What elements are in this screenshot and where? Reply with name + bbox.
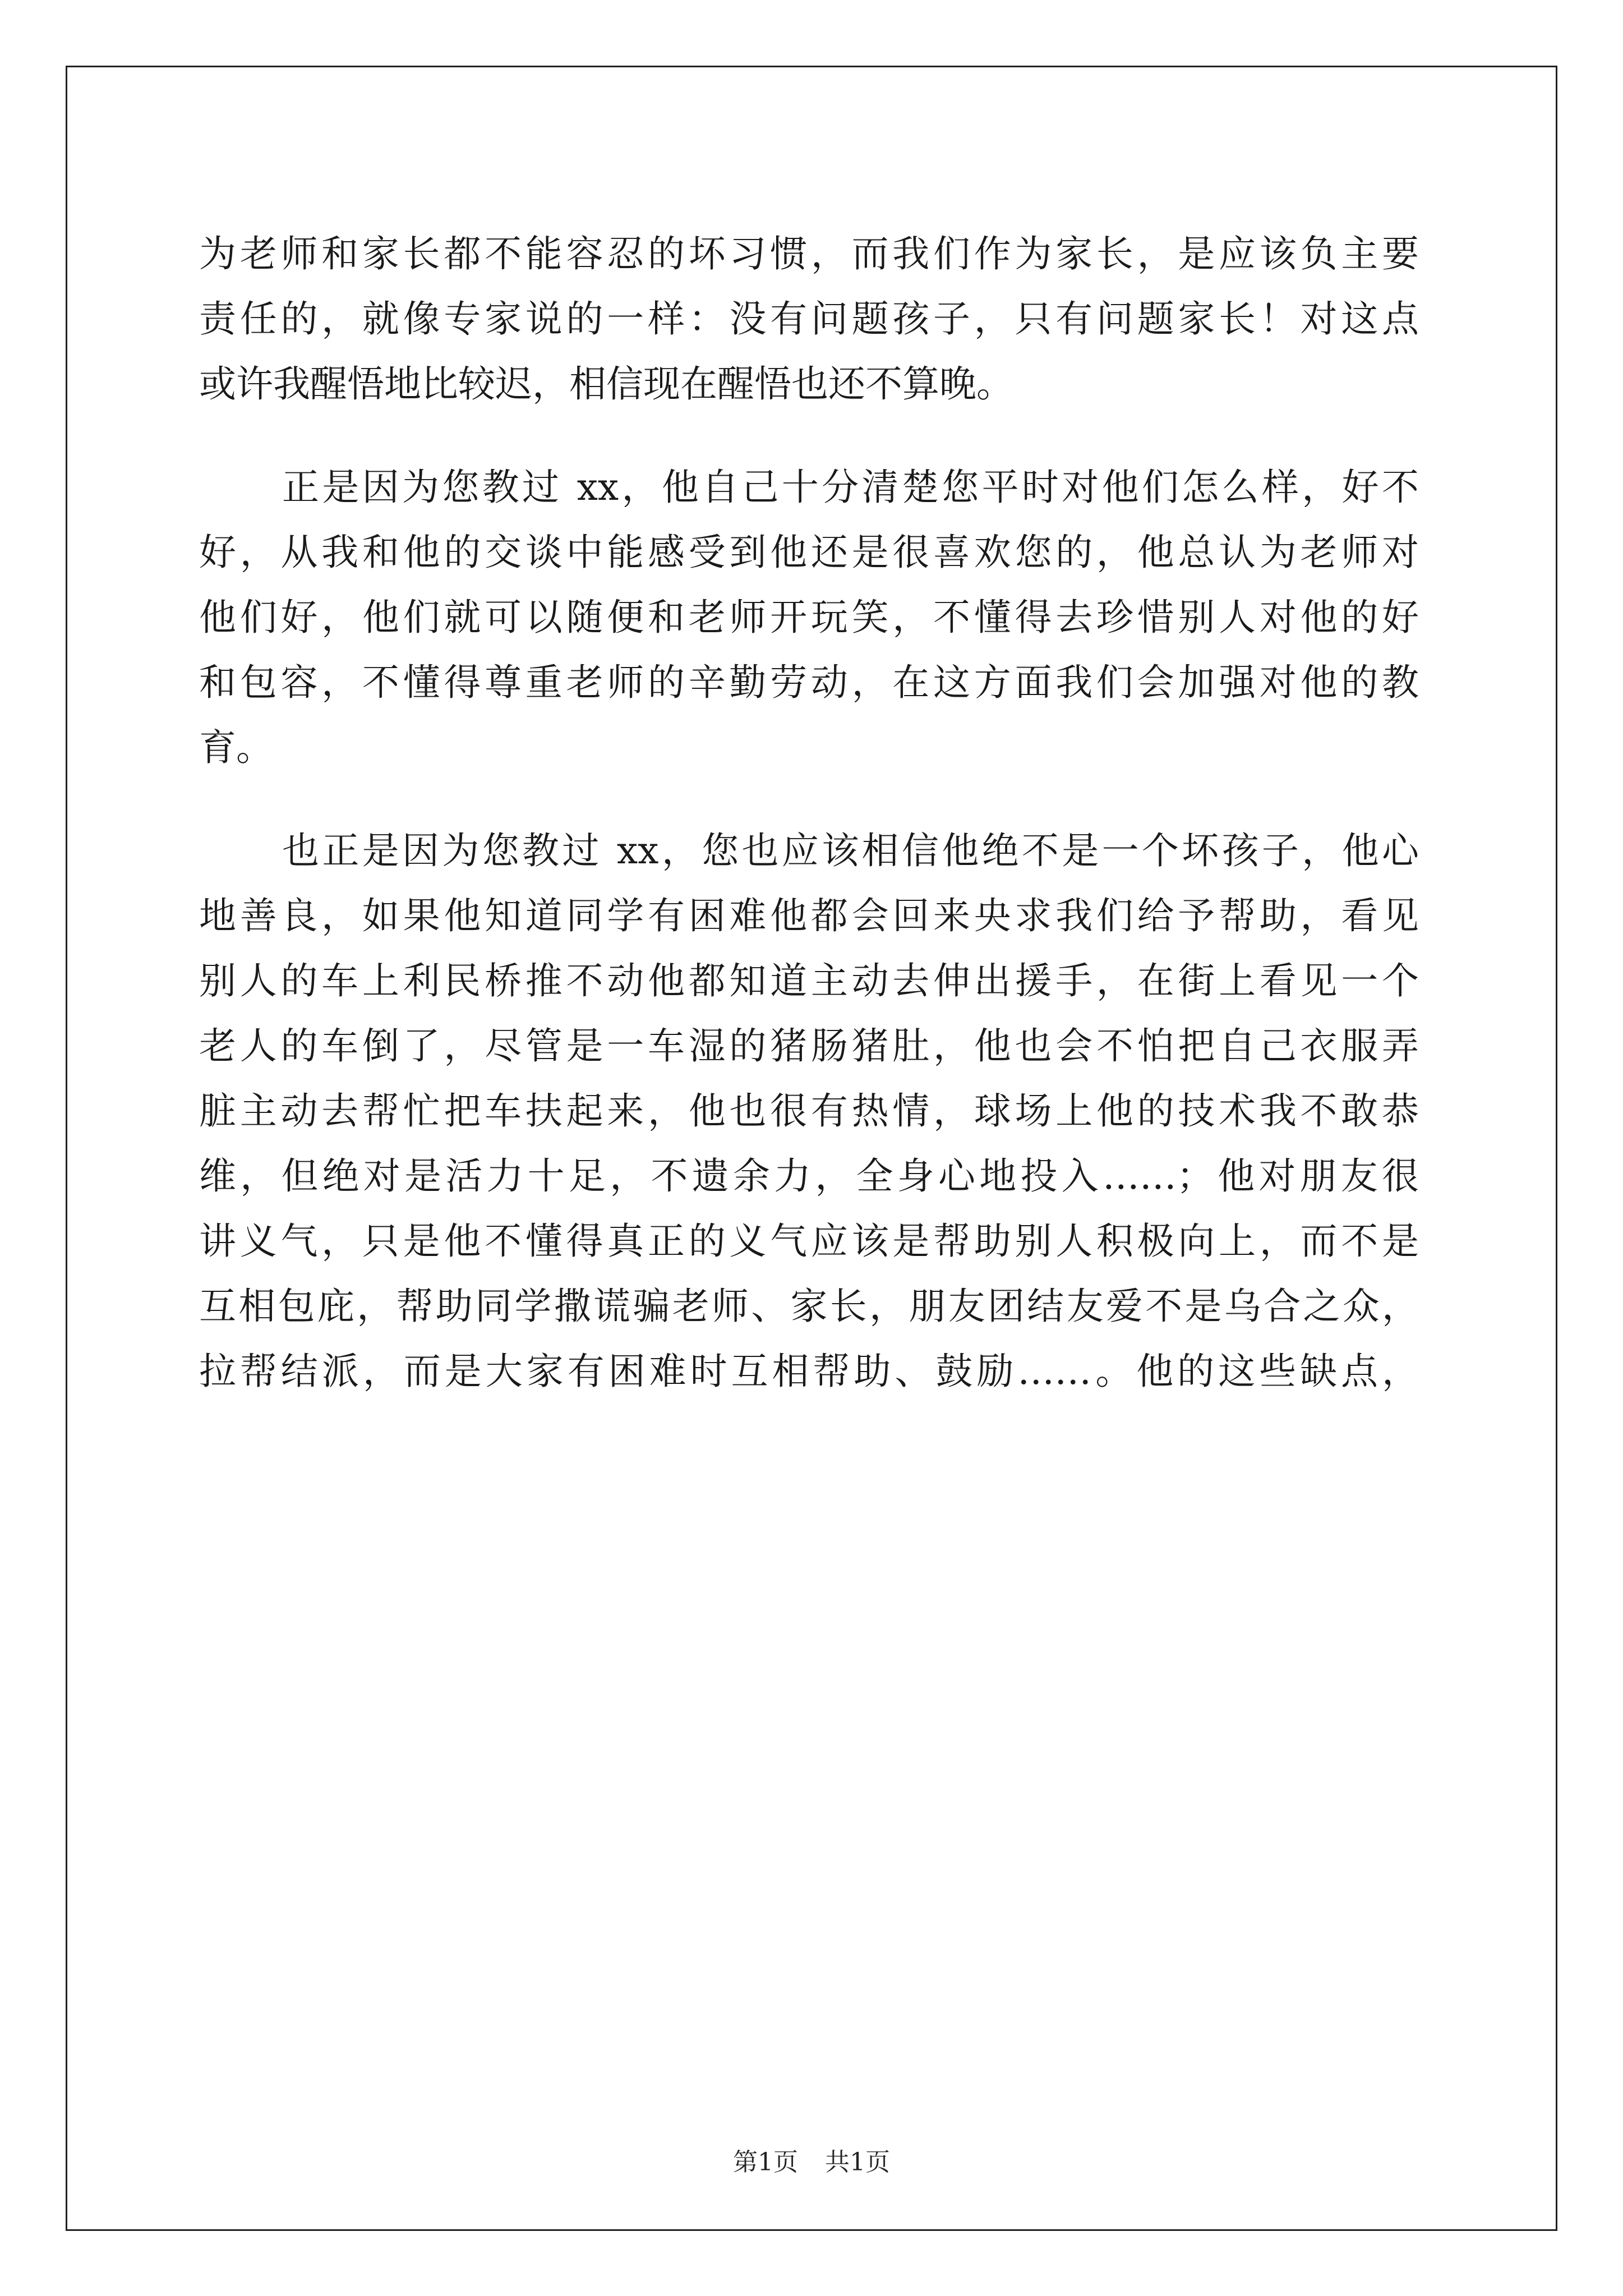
text-line: 和包容，不懂得尊重老师的辛勤劳动，在这方面我们会加强对他的教 — [199, 661, 1419, 704]
text-line: 或许我醒悟地比较迟，相信现在醒悟也还不算晚。 — [199, 362, 1013, 406]
page-number: 第1页 — [733, 2148, 798, 2177]
text-line: 育。 — [199, 726, 273, 769]
page-total: 共1页 — [825, 2148, 890, 2177]
text-line: 维，但绝对是活力十足，不遗余力，全身心地投入……；他对朋友很 — [199, 1154, 1419, 1198]
text-line: 互相包庇，帮助同学撒谎骗老师、家长，朋友团结友爱不是乌合之众， — [199, 1285, 1419, 1328]
document-body — [199, 222, 1419, 1404]
text-line: 好，从我和他的交谈中能感受到他还是很喜欢您的，他总认为老师对 — [199, 531, 1419, 574]
paragraph-2 — [199, 455, 1419, 780]
text-line: 他们好，他们就可以随便和老师开玩笑，不懂得去珍惜别人对他的好 — [199, 596, 1419, 639]
text-line: 为老师和家长都不能容忍的坏习惯，而我们作为家长，是应该负主要 — [199, 232, 1419, 275]
text-line: 讲义气，只是他不懂得真正的义气应该是帮助别人积极向上，而不是 — [199, 1220, 1419, 1263]
text-line: 脏主动去帮忙把车扶起来，他也很有热情，球场上他的技术我不敢恭 — [199, 1089, 1419, 1133]
page-footer — [0, 2142, 1623, 2178]
text-line: 责任的，就像专家说的一样：没有问题孩子，只有问题家长！对这点 — [199, 297, 1419, 341]
paragraph-3 — [199, 818, 1419, 1404]
text-line: 也正是因为您教过 xx，您也应该相信他绝不是一个坏孩子，他心 — [282, 829, 1419, 872]
text-line: 拉帮结派，而是大家有困难时互相帮助、鼓励……。他的这些缺点， — [199, 1350, 1419, 1393]
text-line: 别人的车上利民桥推不动他都知道主动去伸出援手，在街上看见一个 — [199, 959, 1419, 1002]
text-line: 正是因为您教过 xx，他自己十分清楚您平时对他们怎么样，好不 — [282, 466, 1419, 509]
text-line: 地善良，如果他知道同学有困难他都会回来央求我们给予帮助，看见 — [199, 894, 1419, 937]
text-line: 老人的车倒了，尽管是一车湿的猪肠猪肚，他也会不怕把自己衣服弄 — [199, 1024, 1419, 1068]
paragraph-1 — [199, 222, 1419, 417]
